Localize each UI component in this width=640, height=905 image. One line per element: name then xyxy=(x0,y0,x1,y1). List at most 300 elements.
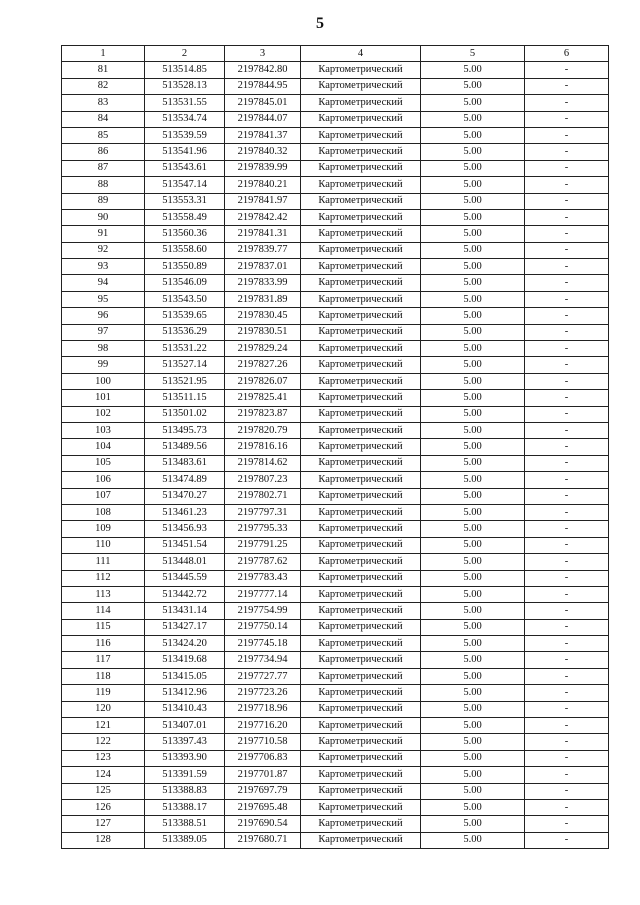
table-row xyxy=(62,259,609,275)
table-row xyxy=(62,832,609,848)
point-number-cell: 89 xyxy=(62,193,145,209)
y-coordinate-cell: 2197827.26 xyxy=(225,357,301,373)
note-cell: - xyxy=(525,816,609,832)
point-number-cell: 105 xyxy=(62,455,145,471)
method-cell: Картометрический xyxy=(301,832,421,848)
y-coordinate-cell: 2197842.80 xyxy=(225,62,301,78)
point-number-cell: 108 xyxy=(62,504,145,520)
table-row xyxy=(62,275,609,291)
column-header-2: 2 xyxy=(145,46,225,62)
x-coordinate-cell: 513474.89 xyxy=(145,472,225,488)
y-coordinate-cell: 2197839.99 xyxy=(225,160,301,176)
x-coordinate-cell: 513528.13 xyxy=(145,78,225,94)
table-row xyxy=(62,554,609,570)
point-number-cell: 106 xyxy=(62,472,145,488)
column-header-4: 4 xyxy=(301,46,421,62)
note-cell: - xyxy=(525,177,609,193)
accuracy-cell: 5.00 xyxy=(421,62,525,78)
x-coordinate-cell: 513527.14 xyxy=(145,357,225,373)
x-coordinate-cell: 513388.83 xyxy=(145,783,225,799)
y-coordinate-cell: 2197718.96 xyxy=(225,701,301,717)
x-coordinate-cell: 513424.20 xyxy=(145,636,225,652)
point-number-cell: 94 xyxy=(62,275,145,291)
method-cell: Картометрический xyxy=(301,95,421,111)
point-number-cell: 117 xyxy=(62,652,145,668)
note-cell: - xyxy=(525,406,609,422)
y-coordinate-cell: 2197706.83 xyxy=(225,750,301,766)
x-coordinate-cell: 513547.14 xyxy=(145,177,225,193)
note-cell: - xyxy=(525,603,609,619)
point-number-cell: 84 xyxy=(62,111,145,127)
x-coordinate-cell: 513536.29 xyxy=(145,324,225,340)
point-number-cell: 119 xyxy=(62,685,145,701)
note-cell: - xyxy=(525,95,609,111)
y-coordinate-cell: 2197695.48 xyxy=(225,799,301,815)
accuracy-cell: 5.00 xyxy=(421,78,525,94)
table-row xyxy=(62,439,609,455)
note-cell: - xyxy=(525,422,609,438)
y-coordinate-cell: 2197734.94 xyxy=(225,652,301,668)
y-coordinate-cell: 2197814.62 xyxy=(225,455,301,471)
point-number-cell: 111 xyxy=(62,554,145,570)
x-coordinate-cell: 513397.43 xyxy=(145,734,225,750)
accuracy-cell: 5.00 xyxy=(421,177,525,193)
x-coordinate-cell: 513412.96 xyxy=(145,685,225,701)
method-cell: Картометрический xyxy=(301,209,421,225)
table-row xyxy=(62,291,609,307)
table-row xyxy=(62,95,609,111)
x-coordinate-cell: 513495.73 xyxy=(145,422,225,438)
accuracy-cell: 5.00 xyxy=(421,242,525,258)
y-coordinate-cell: 2197833.99 xyxy=(225,275,301,291)
table-row xyxy=(62,357,609,373)
y-coordinate-cell: 2197802.71 xyxy=(225,488,301,504)
x-coordinate-cell: 513448.01 xyxy=(145,554,225,570)
y-coordinate-cell: 2197750.14 xyxy=(225,619,301,635)
note-cell: - xyxy=(525,209,609,225)
point-number-cell: 114 xyxy=(62,603,145,619)
accuracy-cell: 5.00 xyxy=(421,554,525,570)
note-cell: - xyxy=(525,767,609,783)
table-row xyxy=(62,816,609,832)
accuracy-cell: 5.00 xyxy=(421,685,525,701)
point-number-cell: 125 xyxy=(62,783,145,799)
table-row xyxy=(62,209,609,225)
accuracy-cell: 5.00 xyxy=(421,488,525,504)
x-coordinate-cell: 513419.68 xyxy=(145,652,225,668)
accuracy-cell: 5.00 xyxy=(421,570,525,586)
accuracy-cell: 5.00 xyxy=(421,668,525,684)
method-cell: Картометрический xyxy=(301,439,421,455)
accuracy-cell: 5.00 xyxy=(421,439,525,455)
point-number-cell: 95 xyxy=(62,291,145,307)
table-row xyxy=(62,406,609,422)
y-coordinate-cell: 2197754.99 xyxy=(225,603,301,619)
note-cell: - xyxy=(525,504,609,520)
x-coordinate-cell: 513539.59 xyxy=(145,127,225,143)
y-coordinate-cell: 2197842.42 xyxy=(225,209,301,225)
table-row xyxy=(62,373,609,389)
table-row xyxy=(62,636,609,652)
method-cell: Картометрический xyxy=(301,324,421,340)
method-cell: Картометрический xyxy=(301,422,421,438)
point-number-cell: 97 xyxy=(62,324,145,340)
x-coordinate-cell: 513541.96 xyxy=(145,144,225,160)
table-row xyxy=(62,455,609,471)
y-coordinate-cell: 2197841.37 xyxy=(225,127,301,143)
table-row xyxy=(62,472,609,488)
x-coordinate-cell: 513550.89 xyxy=(145,259,225,275)
accuracy-cell: 5.00 xyxy=(421,603,525,619)
point-number-cell: 85 xyxy=(62,127,145,143)
y-coordinate-cell: 2197845.01 xyxy=(225,95,301,111)
table-row xyxy=(62,193,609,209)
table-row xyxy=(62,537,609,553)
method-cell: Картометрический xyxy=(301,62,421,78)
point-number-cell: 92 xyxy=(62,242,145,258)
note-cell: - xyxy=(525,390,609,406)
note-cell: - xyxy=(525,78,609,94)
method-cell: Картометрический xyxy=(301,177,421,193)
method-cell: Картометрический xyxy=(301,750,421,766)
point-number-cell: 101 xyxy=(62,390,145,406)
accuracy-cell: 5.00 xyxy=(421,390,525,406)
y-coordinate-cell: 2197795.33 xyxy=(225,521,301,537)
table-row xyxy=(62,62,609,78)
y-coordinate-cell: 2197680.71 xyxy=(225,832,301,848)
y-coordinate-cell: 2197710.58 xyxy=(225,734,301,750)
method-cell: Картометрический xyxy=(301,668,421,684)
method-cell: Картометрический xyxy=(301,390,421,406)
point-number-cell: 99 xyxy=(62,357,145,373)
method-cell: Картометрический xyxy=(301,111,421,127)
point-number-cell: 120 xyxy=(62,701,145,717)
accuracy-cell: 5.00 xyxy=(421,291,525,307)
point-number-cell: 103 xyxy=(62,422,145,438)
method-cell: Картометрический xyxy=(301,603,421,619)
table-row xyxy=(62,619,609,635)
x-coordinate-cell: 513389.05 xyxy=(145,832,225,848)
point-number-cell: 113 xyxy=(62,586,145,602)
table-row xyxy=(62,488,609,504)
accuracy-cell: 5.00 xyxy=(421,586,525,602)
accuracy-cell: 5.00 xyxy=(421,701,525,717)
accuracy-cell: 5.00 xyxy=(421,455,525,471)
method-cell: Картометрический xyxy=(301,291,421,307)
accuracy-cell: 5.00 xyxy=(421,144,525,160)
note-cell: - xyxy=(525,799,609,815)
method-cell: Картометрический xyxy=(301,226,421,242)
table-row xyxy=(62,652,609,668)
point-number-cell: 86 xyxy=(62,144,145,160)
note-cell: - xyxy=(525,750,609,766)
y-coordinate-cell: 2197841.31 xyxy=(225,226,301,242)
method-cell: Картометрический xyxy=(301,144,421,160)
accuracy-cell: 5.00 xyxy=(421,95,525,111)
method-cell: Картометрический xyxy=(301,160,421,176)
note-cell: - xyxy=(525,226,609,242)
method-cell: Картометрический xyxy=(301,619,421,635)
accuracy-cell: 5.00 xyxy=(421,226,525,242)
x-coordinate-cell: 513431.14 xyxy=(145,603,225,619)
y-coordinate-cell: 2197831.89 xyxy=(225,291,301,307)
note-cell: - xyxy=(525,455,609,471)
method-cell: Картометрический xyxy=(301,127,421,143)
note-cell: - xyxy=(525,111,609,127)
point-number-cell: 102 xyxy=(62,406,145,422)
accuracy-cell: 5.00 xyxy=(421,816,525,832)
note-cell: - xyxy=(525,619,609,635)
accuracy-cell: 5.00 xyxy=(421,619,525,635)
note-cell: - xyxy=(525,357,609,373)
y-coordinate-cell: 2197787.62 xyxy=(225,554,301,570)
x-coordinate-cell: 513558.60 xyxy=(145,242,225,258)
x-coordinate-cell: 513410.43 xyxy=(145,701,225,717)
table-row xyxy=(62,603,609,619)
y-coordinate-cell: 2197791.25 xyxy=(225,537,301,553)
point-number-cell: 123 xyxy=(62,750,145,766)
point-number-cell: 115 xyxy=(62,619,145,635)
y-coordinate-cell: 2197825.41 xyxy=(225,390,301,406)
table-row xyxy=(62,111,609,127)
method-cell: Картометрический xyxy=(301,488,421,504)
note-cell: - xyxy=(525,537,609,553)
accuracy-cell: 5.00 xyxy=(421,734,525,750)
point-number-cell: 121 xyxy=(62,718,145,734)
x-coordinate-cell: 513415.05 xyxy=(145,668,225,684)
point-number-cell: 126 xyxy=(62,799,145,815)
method-cell: Картометрический xyxy=(301,455,421,471)
method-cell: Картометрический xyxy=(301,734,421,750)
x-coordinate-cell: 513461.23 xyxy=(145,504,225,520)
method-cell: Картометрический xyxy=(301,636,421,652)
column-header-3: 3 xyxy=(225,46,301,62)
note-cell: - xyxy=(525,586,609,602)
table-row xyxy=(62,750,609,766)
table-row xyxy=(62,390,609,406)
x-coordinate-cell: 513445.59 xyxy=(145,570,225,586)
table-row xyxy=(62,504,609,520)
accuracy-cell: 5.00 xyxy=(421,373,525,389)
table-row xyxy=(62,341,609,357)
accuracy-cell: 5.00 xyxy=(421,718,525,734)
y-coordinate-cell: 2197841.97 xyxy=(225,193,301,209)
table-row xyxy=(62,668,609,684)
accuracy-cell: 5.00 xyxy=(421,193,525,209)
y-coordinate-cell: 2197697.79 xyxy=(225,783,301,799)
point-number-cell: 91 xyxy=(62,226,145,242)
table-row xyxy=(62,734,609,750)
accuracy-cell: 5.00 xyxy=(421,504,525,520)
y-coordinate-cell: 2197830.45 xyxy=(225,308,301,324)
y-coordinate-cell: 2197839.77 xyxy=(225,242,301,258)
y-coordinate-cell: 2197830.51 xyxy=(225,324,301,340)
point-number-cell: 110 xyxy=(62,537,145,553)
x-coordinate-cell: 513546.09 xyxy=(145,275,225,291)
accuracy-cell: 5.00 xyxy=(421,750,525,766)
method-cell: Картометрический xyxy=(301,652,421,668)
note-cell: - xyxy=(525,160,609,176)
accuracy-cell: 5.00 xyxy=(421,422,525,438)
point-number-cell: 112 xyxy=(62,570,145,586)
point-number-cell: 98 xyxy=(62,341,145,357)
method-cell: Картометрический xyxy=(301,275,421,291)
note-cell: - xyxy=(525,832,609,848)
y-coordinate-cell: 2197826.07 xyxy=(225,373,301,389)
accuracy-cell: 5.00 xyxy=(421,127,525,143)
note-cell: - xyxy=(525,734,609,750)
note-cell: - xyxy=(525,636,609,652)
note-cell: - xyxy=(525,521,609,537)
x-coordinate-cell: 513511.15 xyxy=(145,390,225,406)
accuracy-cell: 5.00 xyxy=(421,832,525,848)
y-coordinate-cell: 2197690.54 xyxy=(225,816,301,832)
y-coordinate-cell: 2197745.18 xyxy=(225,636,301,652)
method-cell: Картометрический xyxy=(301,767,421,783)
table-row xyxy=(62,685,609,701)
header-row xyxy=(62,46,609,62)
y-coordinate-cell: 2197777.14 xyxy=(225,586,301,602)
point-number-cell: 82 xyxy=(62,78,145,94)
y-coordinate-cell: 2197807.23 xyxy=(225,472,301,488)
point-number-cell: 90 xyxy=(62,209,145,225)
column-header-5: 5 xyxy=(421,46,525,62)
x-coordinate-cell: 513393.90 xyxy=(145,750,225,766)
method-cell: Картометрический xyxy=(301,406,421,422)
table-row xyxy=(62,586,609,602)
point-number-cell: 116 xyxy=(62,636,145,652)
note-cell: - xyxy=(525,62,609,78)
x-coordinate-cell: 513501.02 xyxy=(145,406,225,422)
table-row xyxy=(62,242,609,258)
x-coordinate-cell: 513388.17 xyxy=(145,799,225,815)
x-coordinate-cell: 513470.27 xyxy=(145,488,225,504)
table-row xyxy=(62,701,609,717)
method-cell: Картометрический xyxy=(301,357,421,373)
table-row xyxy=(62,422,609,438)
table-row xyxy=(62,308,609,324)
y-coordinate-cell: 2197829.24 xyxy=(225,341,301,357)
point-number-cell: 83 xyxy=(62,95,145,111)
accuracy-cell: 5.00 xyxy=(421,799,525,815)
method-cell: Картометрический xyxy=(301,783,421,799)
method-cell: Картометрический xyxy=(301,799,421,815)
method-cell: Картометрический xyxy=(301,537,421,553)
x-coordinate-cell: 513489.56 xyxy=(145,439,225,455)
note-cell: - xyxy=(525,783,609,799)
method-cell: Картометрический xyxy=(301,472,421,488)
x-coordinate-cell: 513442.72 xyxy=(145,586,225,602)
x-coordinate-cell: 513558.49 xyxy=(145,209,225,225)
accuracy-cell: 5.00 xyxy=(421,537,525,553)
table-body xyxy=(62,62,609,849)
y-coordinate-cell: 2197723.26 xyxy=(225,685,301,701)
point-number-cell: 122 xyxy=(62,734,145,750)
point-number-cell: 96 xyxy=(62,308,145,324)
y-coordinate-cell: 2197701.87 xyxy=(225,767,301,783)
point-number-cell: 124 xyxy=(62,767,145,783)
method-cell: Картометрический xyxy=(301,259,421,275)
point-number-cell: 88 xyxy=(62,177,145,193)
table-row xyxy=(62,127,609,143)
note-cell: - xyxy=(525,242,609,258)
note-cell: - xyxy=(525,701,609,717)
note-cell: - xyxy=(525,373,609,389)
table-row xyxy=(62,144,609,160)
accuracy-cell: 5.00 xyxy=(421,275,525,291)
method-cell: Картометрический xyxy=(301,685,421,701)
point-number-cell: 107 xyxy=(62,488,145,504)
x-coordinate-cell: 513543.61 xyxy=(145,160,225,176)
accuracy-cell: 5.00 xyxy=(421,160,525,176)
y-coordinate-cell: 2197727.77 xyxy=(225,668,301,684)
table-row xyxy=(62,767,609,783)
y-coordinate-cell: 2197844.95 xyxy=(225,78,301,94)
y-coordinate-cell: 2197823.87 xyxy=(225,406,301,422)
method-cell: Картометрический xyxy=(301,554,421,570)
point-number-cell: 100 xyxy=(62,373,145,389)
note-cell: - xyxy=(525,291,609,307)
method-cell: Картометрический xyxy=(301,570,421,586)
x-coordinate-cell: 513521.95 xyxy=(145,373,225,389)
accuracy-cell: 5.00 xyxy=(421,521,525,537)
accuracy-cell: 5.00 xyxy=(421,406,525,422)
accuracy-cell: 5.00 xyxy=(421,324,525,340)
accuracy-cell: 5.00 xyxy=(421,767,525,783)
point-number-cell: 109 xyxy=(62,521,145,537)
note-cell: - xyxy=(525,488,609,504)
note-cell: - xyxy=(525,718,609,734)
table-row xyxy=(62,799,609,815)
note-cell: - xyxy=(525,554,609,570)
accuracy-cell: 5.00 xyxy=(421,341,525,357)
method-cell: Картометрический xyxy=(301,504,421,520)
accuracy-cell: 5.00 xyxy=(421,209,525,225)
note-cell: - xyxy=(525,652,609,668)
y-coordinate-cell: 2197837.01 xyxy=(225,259,301,275)
y-coordinate-cell: 2197840.21 xyxy=(225,177,301,193)
note-cell: - xyxy=(525,668,609,684)
x-coordinate-cell: 513391.59 xyxy=(145,767,225,783)
point-number-cell: 104 xyxy=(62,439,145,455)
table-row xyxy=(62,78,609,94)
accuracy-cell: 5.00 xyxy=(421,636,525,652)
accuracy-cell: 5.00 xyxy=(421,308,525,324)
x-coordinate-cell: 513553.31 xyxy=(145,193,225,209)
table-row xyxy=(62,521,609,537)
y-coordinate-cell: 2197840.32 xyxy=(225,144,301,160)
column-header-6: 6 xyxy=(525,46,609,62)
table-row xyxy=(62,783,609,799)
x-coordinate-cell: 513531.55 xyxy=(145,95,225,111)
note-cell: - xyxy=(525,259,609,275)
x-coordinate-cell: 513483.61 xyxy=(145,455,225,471)
y-coordinate-cell: 2197716.20 xyxy=(225,718,301,734)
column-header-1: 1 xyxy=(62,46,145,62)
y-coordinate-cell: 2197783.43 xyxy=(225,570,301,586)
y-coordinate-cell: 2197844.07 xyxy=(225,111,301,127)
table-row xyxy=(62,226,609,242)
point-number-cell: 118 xyxy=(62,668,145,684)
accuracy-cell: 5.00 xyxy=(421,259,525,275)
method-cell: Картометрический xyxy=(301,701,421,717)
x-coordinate-cell: 513543.50 xyxy=(145,291,225,307)
x-coordinate-cell: 513451.54 xyxy=(145,537,225,553)
y-coordinate-cell: 2197797.31 xyxy=(225,504,301,520)
x-coordinate-cell: 513514.85 xyxy=(145,62,225,78)
note-cell: - xyxy=(525,193,609,209)
table-header xyxy=(62,46,609,62)
